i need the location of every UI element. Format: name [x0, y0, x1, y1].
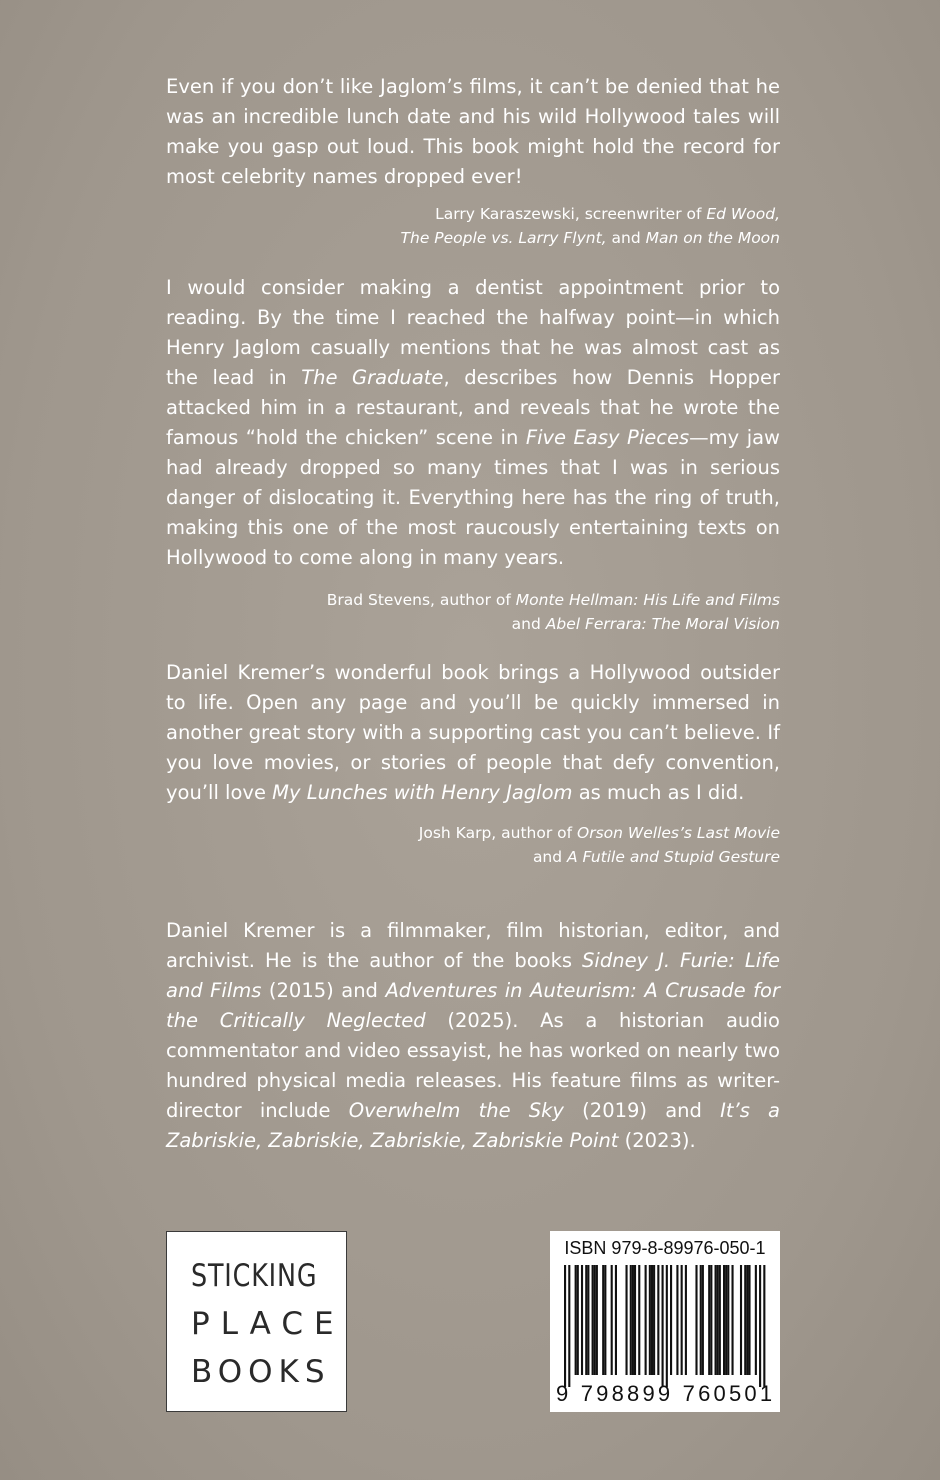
barcode-bar [604, 1265, 606, 1375]
barcode-bar [611, 1265, 613, 1375]
barcode-bar [638, 1265, 640, 1375]
barcode-bar [695, 1265, 697, 1375]
blurb-2-attribution [166, 588, 780, 636]
barcode-bar [657, 1265, 659, 1375]
author-bio: Daniel Kremer is a filmmaker, film historian, editor, and archivist. He is the author of the books Sidney J. Furie: Life and Films (2015) and Adventures in Auteurism: A Crusade for the Critically Neglected (2025). As a historian audio commentator and video essayist, he has worked on nearly two hundred physical media releases. His feature films as writer-director include Overwhelm the Sky (2019) and It’s a Zabriskie, Zabriskie, Zabriskie, Zabriskie Point (2023). [166, 919, 781, 1152]
isbn-barcode [550, 1231, 780, 1412]
blurb-1-text: Even if you don’t like Jaglom’s films, it can’t be denied that he was an incredible lunch date and his wild Hollywood tales will make you gasp out loud. This book might hold the record for most celebrity names dropped ever! [166, 75, 780, 188]
barcode-bar [645, 1265, 647, 1375]
barcode-bar [634, 1265, 636, 1375]
barcode-bar [717, 1265, 719, 1375]
barcode-bar [708, 1265, 710, 1375]
publisher-logo [166, 1231, 347, 1412]
blurb-3-attribution-line-1: Josh Karp, author of Orson Welles’s Last Movie [418, 824, 780, 842]
barcode-bar [763, 1265, 765, 1387]
barcode-bar [662, 1265, 664, 1387]
blurb-1-attribution-line-1: Larry Karaszewski, screenwriter of Ed Wood, [435, 205, 780, 223]
barcode-bar [719, 1265, 721, 1375]
barcode-bar [710, 1265, 712, 1375]
blurb-2-text: I would consider making a dentist appointment prior to reading. By the time I reached the halfway point—in which Henry Jaglom casually mentions that he was almost cast as the lead in The Graduate, describes how Dennis Hopper attacked him in a restaurant, and reveals that he wrote the famous “hold the chicken” scene in Five Easy Pieces—my jaw had already dropped so many times that I was in serious danger of dislocating it. Everything here has the ring of truth, making this one of the most raucously entertaining texts on Hollywood to come along in many years. [166, 276, 781, 569]
barcode-bar [649, 1265, 651, 1375]
barcode-bar [632, 1265, 634, 1375]
barcode-bar [615, 1265, 617, 1375]
blurb-1-attribution [166, 202, 780, 250]
barcode-bar [746, 1265, 748, 1375]
barcode-bar [564, 1265, 566, 1387]
publisher-logo-line-1: STICKING [191, 1258, 318, 1294]
barcode-bar [575, 1265, 577, 1375]
barcode-bar [592, 1265, 594, 1375]
barcode-bar [740, 1265, 742, 1375]
publisher-logo-line-3: BOOKS [191, 1354, 331, 1390]
barcode-bar [587, 1265, 589, 1375]
barcode-bar [676, 1265, 678, 1375]
barcode-bar [666, 1265, 668, 1387]
barcode-bar [625, 1265, 627, 1375]
barcode-bar [755, 1265, 757, 1375]
publisher-logo-line-2: PLACE [191, 1306, 345, 1342]
barcode-bar [630, 1265, 632, 1375]
barcode-bar [702, 1265, 704, 1375]
blurb-3-attribution [166, 821, 780, 869]
barcode-bar [602, 1265, 604, 1375]
barcode-bar [725, 1265, 727, 1375]
barcode-bar [748, 1265, 750, 1375]
barcode-bar [577, 1265, 579, 1375]
barcode-bar [670, 1265, 672, 1375]
blurb-2-attribution-line-2: and Abel Ferrara: The Moral Vision [511, 615, 780, 633]
barcode-bar [653, 1265, 655, 1375]
barcode-bar [715, 1265, 717, 1375]
blurb-3-attribution-line-2: and A Futile and Stupid Gesture [532, 848, 780, 866]
barcode-bar [585, 1265, 587, 1375]
barcode-bar [759, 1265, 761, 1387]
barcode-bar [581, 1265, 583, 1375]
barcode-bar [731, 1265, 733, 1375]
blurb-2-attribution-line-1: Brad Stevens, author of Monte Hellman: His Life and Films [326, 591, 780, 609]
barcode-digits: 9 798899 760501 [556, 1381, 776, 1406]
barcode-bar [651, 1265, 653, 1375]
barcode-bar [568, 1265, 570, 1387]
barcode-bar [700, 1265, 702, 1375]
isbn-label: ISBN 979-8-89976-050-1 [564, 1238, 766, 1258]
barcode-bar [594, 1265, 596, 1375]
barcode-bar [723, 1265, 725, 1375]
barcode-bar [685, 1265, 687, 1375]
barcode-bar [596, 1265, 598, 1375]
blurb-3-text: Daniel Kremer’s wonderful book brings a Hollywood outsider to life. Open any page and you’ll be quickly immersed in another great story with a supporting cast you can’t believe. If you love movies, or stories of people that defy convention, you’ll love My Lunches with Henry Jaglom as much as I did. [166, 661, 780, 804]
barcode-bar [727, 1265, 729, 1375]
barcode-bar [681, 1265, 683, 1375]
barcode-bar [744, 1265, 746, 1375]
blurb-1-attribution-line-2: The People vs. Larry Flynt, and Man on the Moon [400, 229, 780, 247]
